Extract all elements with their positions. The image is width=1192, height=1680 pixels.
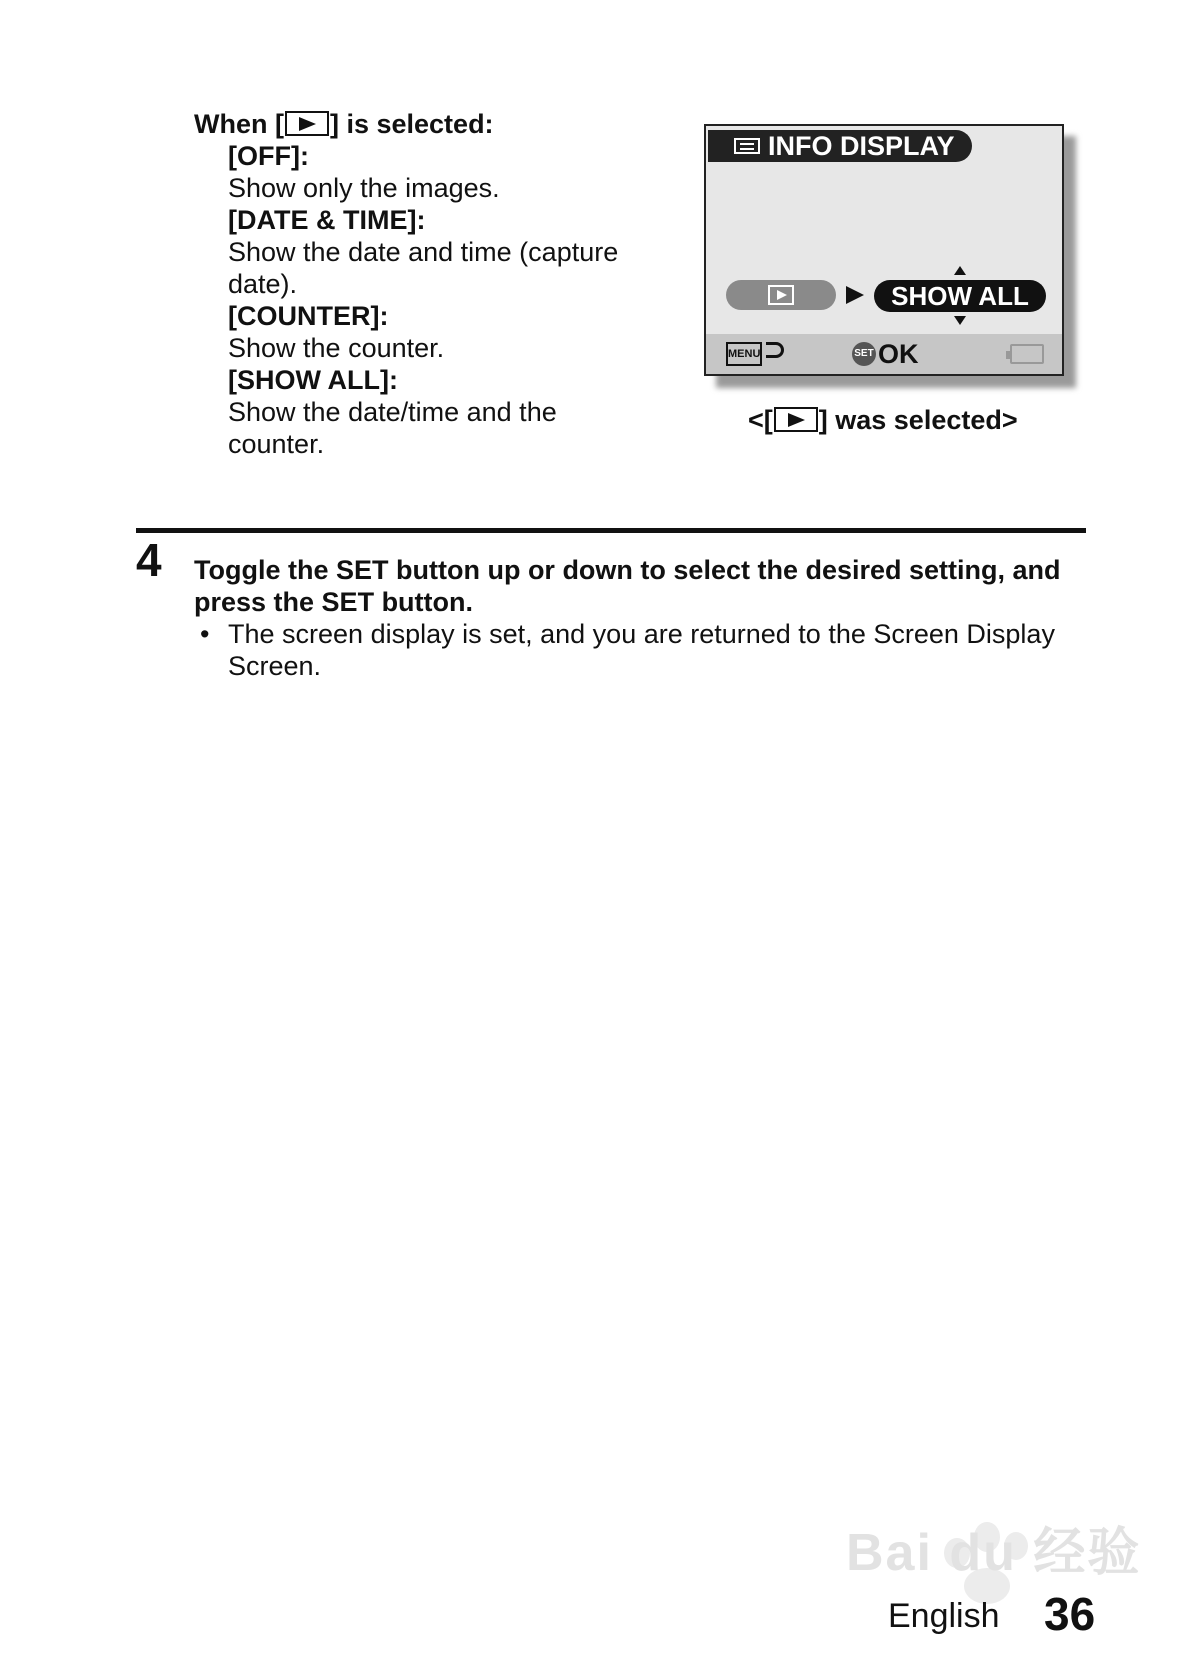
screen-bottom-bar bbox=[706, 334, 1062, 374]
screen-header bbox=[708, 130, 972, 162]
info-display-icon bbox=[734, 138, 760, 154]
ok-label: OK bbox=[878, 339, 919, 369]
footer-language: English bbox=[888, 1597, 1000, 1635]
option-showall-label: [SHOW ALL]: bbox=[228, 365, 398, 395]
return-icon bbox=[766, 342, 784, 358]
option-datetime-desc-2: date). bbox=[228, 269, 298, 299]
heading-prefix: When [ bbox=[194, 109, 284, 139]
selected-value-pill: SHOW ALL bbox=[874, 280, 1046, 312]
heading-suffix: ] is selected: bbox=[329, 109, 494, 139]
caption-play-icon bbox=[774, 407, 818, 432]
up-arrow-icon bbox=[954, 266, 966, 275]
battery-icon bbox=[1010, 344, 1044, 364]
bullet-line-1: The screen display is set, and you are returned to the Screen Display bbox=[228, 619, 1055, 649]
camera-screen bbox=[704, 124, 1064, 376]
menu-icon: MENU bbox=[726, 342, 762, 366]
step-number: 4 bbox=[136, 534, 162, 586]
option-datetime-label: [DATE & TIME]: bbox=[228, 205, 426, 235]
screen-caption bbox=[748, 404, 1018, 436]
section-divider bbox=[136, 528, 1086, 533]
option-counter-desc: Show the counter. bbox=[228, 333, 445, 363]
option-counter-label: [COUNTER]: bbox=[228, 301, 389, 331]
playback-mode-pill bbox=[726, 280, 836, 310]
watermark-text: Bai du 经验 bbox=[846, 1524, 1142, 1582]
top-heading bbox=[194, 108, 494, 140]
option-off-label: [OFF]: bbox=[228, 141, 309, 171]
playback-icon bbox=[768, 285, 794, 305]
arrow-right-icon bbox=[846, 286, 864, 304]
set-icon: SET bbox=[852, 342, 876, 366]
play-icon bbox=[285, 111, 329, 136]
step-heading-line-2: press the SET button. bbox=[194, 587, 474, 617]
option-showall-desc-2: counter. bbox=[228, 429, 325, 459]
option-showall-desc-1: Show the date/time and the bbox=[228, 397, 557, 427]
option-datetime-desc-1: Show the date and time (capture bbox=[228, 237, 619, 267]
bullet-mark: • bbox=[200, 619, 210, 649]
down-arrow-icon bbox=[954, 316, 966, 325]
screen-header-label: INFO DISPLAY bbox=[768, 131, 955, 161]
option-off-desc: Show only the images. bbox=[228, 173, 500, 203]
bullet-line-2: Screen. bbox=[228, 651, 322, 681]
caption-prefix: <[ bbox=[748, 405, 773, 435]
caption-suffix: ] was selected> bbox=[818, 405, 1018, 435]
page-number: 36 bbox=[1044, 1588, 1096, 1640]
step-heading-line-1: Toggle the SET button up or down to select the desired setting, and bbox=[194, 555, 1061, 585]
